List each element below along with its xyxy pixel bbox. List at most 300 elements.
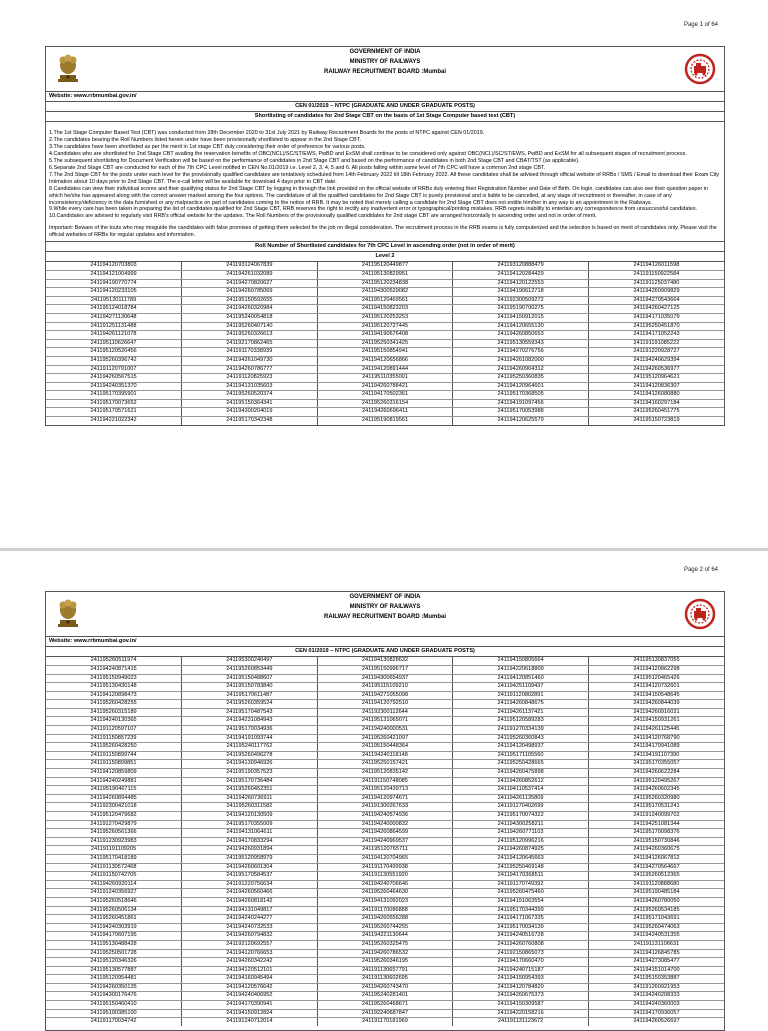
roll-number-cell: 241194260894485 xyxy=(46,794,182,803)
roll-number-cell: 241194240249881 xyxy=(46,777,182,786)
roll-number-cell: 241191170181969 xyxy=(317,1018,453,1026)
roll-number-cell: 241192300112644 xyxy=(317,708,453,717)
govt-title: GOVERNMENT OF INDIA xyxy=(349,594,421,600)
level-label: Level 2 xyxy=(46,252,724,262)
roll-number-cell: 241194273085477 xyxy=(588,958,724,967)
roll-number-cell: 241195120469561 xyxy=(317,296,453,305)
table-row xyxy=(46,374,724,383)
note-item: 10.Candidates are advised to regularly visit RRB's official website for the updates. The Roll Numbers of the provisionally qualified candidates for 2nd stage CBT are arranged horizontally in ascending order and not in order of merit. xyxy=(49,213,597,220)
roll-number-cell: 241194300176476 xyxy=(46,992,182,1001)
roll-number-cell: 241195120727445 xyxy=(317,322,453,331)
indian-railways-logo-icon xyxy=(684,598,716,630)
roll-number-cell: 241195120479682 xyxy=(46,812,182,821)
roll-number-cell: 241194260696411 xyxy=(317,408,453,417)
roll-number-cell: 241194150912015 xyxy=(453,313,589,322)
table-row xyxy=(46,751,724,760)
roll-number-cell: 241194240706646 xyxy=(317,880,453,889)
roll-number-cell: 241194260904312 xyxy=(453,365,589,374)
national-emblem-icon xyxy=(54,596,82,630)
roll-number-cell: 241195170073652 xyxy=(46,399,182,408)
roll-number-cell: 241195120495267 xyxy=(588,777,724,786)
roll-number-cell: 241194171067335 xyxy=(453,915,589,924)
table-row xyxy=(46,854,724,863)
roll-number-cell: 241194261032089 xyxy=(182,270,318,279)
document-header xyxy=(46,592,724,637)
roll-number-cell: 241194240871415 xyxy=(46,665,182,674)
table-row xyxy=(46,296,724,305)
roll-number-cell: 241195130577887 xyxy=(46,966,182,975)
roll-number-cell: 241195130430148 xyxy=(46,683,182,692)
roll-number-cell: 241194120576642 xyxy=(182,983,318,992)
shortlisting-title: Shortlisting of candidates for 2nd Stage CBT on the basis of 1st Stage Computer based test (CBT) xyxy=(46,112,724,122)
roll-number-cell: 241194130946926 xyxy=(182,760,318,769)
roll-number-cell: 241195260496278 xyxy=(182,751,318,760)
roll-number-cell: 241191191085222 xyxy=(588,339,724,348)
roll-number-cell: 241195190385100 xyxy=(46,1009,182,1018)
roll-number-cell: 241194191093744 xyxy=(182,734,318,743)
roll-number-cell: 241194131049817 xyxy=(182,906,318,915)
roll-number-cell: 241193124067839 xyxy=(182,262,318,270)
roll-number-cell: 241195260359524 xyxy=(182,700,318,709)
roll-number-cell: 241195170074322 xyxy=(453,812,589,821)
table-row xyxy=(46,863,724,872)
roll-number-cell: 241195250469148 xyxy=(453,863,589,872)
roll-number-cell: 241191120888680 xyxy=(588,880,724,889)
table-row xyxy=(46,803,724,812)
roll-number-cell: 241195120835142 xyxy=(317,769,453,778)
roll-number-cell: 241194131035603 xyxy=(182,382,318,391)
table-row xyxy=(46,717,724,726)
roll-number-cell: 241191251131488 xyxy=(46,322,182,331)
roll-number-cell: 241194240244277 xyxy=(182,915,318,924)
roll-number-table xyxy=(46,657,724,1026)
roll-number-cell: 241195170395901 xyxy=(46,391,182,400)
table-row xyxy=(46,743,724,752)
roll-number-cell: 241195170571621 xyxy=(46,408,182,417)
roll-number-cell: 241191120825923 xyxy=(182,374,318,383)
roll-number-cell: 241194120130509 xyxy=(182,812,318,821)
roll-number-cell: 241195260520374 xyxy=(182,391,318,400)
roll-number-cell: 241194231084943 xyxy=(182,717,318,726)
table-row xyxy=(46,820,724,829)
roll-number-cell: 241194260874925 xyxy=(453,846,589,855)
roll-number-cell: 241194240360003 xyxy=(588,1001,724,1010)
roll-number-cell: 241194120768790 xyxy=(588,734,724,743)
ministry-title: MINISTRY OF RAILWAYS xyxy=(349,604,421,610)
roll-number-cell: 241194261121078 xyxy=(46,331,182,340)
roll-number-cell: 241194151014700 xyxy=(588,966,724,975)
roll-number-cell: 241195130829951 xyxy=(317,270,453,279)
table-row xyxy=(46,391,724,400)
roll-number-cell: 241195120449877 xyxy=(317,262,453,270)
table-row xyxy=(46,262,724,270)
roll-number-cell: 241194120732601 xyxy=(588,683,724,692)
table-row xyxy=(46,872,724,881)
website-link[interactable]: Website: www.rrbmumbai.gov.in/ xyxy=(46,637,724,647)
roll-number-cell: 241195120439713 xyxy=(317,786,453,795)
roll-number-cell: 241194260601304 xyxy=(182,863,318,872)
roll-number-cell: 241191131123672 xyxy=(453,1018,589,1026)
table-row xyxy=(46,760,724,769)
roll-number-cell: 241191170034742 xyxy=(46,1018,182,1026)
roll-number-cell: 241191270334139 xyxy=(453,726,589,735)
roll-number-cell: 241194261082000 xyxy=(453,356,589,365)
roll-number-cell: 241194240351370 xyxy=(46,382,182,391)
roll-number-cell: 241191150742705 xyxy=(46,872,182,881)
roll-number-cell: 241194240516728 xyxy=(453,932,589,941)
roll-number-cell: 241195260474063 xyxy=(588,923,724,932)
roll-number-cell: 241195150996717 xyxy=(317,665,453,674)
table-row xyxy=(46,915,724,924)
roll-number-cell: 241192300421018 xyxy=(46,803,182,812)
note-item: 8.Candidates can view their individual scores and their qualifying status for 2nd Stage CBT by logging in through the link provided on the official website of RRBs duly entering their Registration Number and Date of Birth. On login, candidates can also see their question paper in which he/she has appeared along with the correct answer marked among the four options. The candidature of all the qualified candidates for 2nd Stage CBT is purely provisional and is liable to be cancelled, at any stage of recruitment or thereafter, in case of any inconsistency/deficiency in the data furnished or any malpractice on part of candidates coming to the notice of RRB. It may be noted that merely calling a candidate for 2nd Stage CBT does not entitle him/her in any way to an appointment in the Railways. xyxy=(49,185,709,206)
table-row xyxy=(46,786,724,795)
roll-number-cell: 241194120656866 xyxy=(317,356,453,365)
roll-number-cell: 241194160945494 xyxy=(182,975,318,984)
roll-number-cell: 241194260360675 xyxy=(588,846,724,855)
roll-number-cell: 241191270429879 xyxy=(46,820,182,829)
note-item: 6.Separate 2nd Stage CBT are conducted for each of the 7th CPC Level notified in CEN No.01/2019 i.e. Level 2, 3, 4, 5 and 6. All posts falling within same level of 7th CPC will have a common 2nd stage CBT. xyxy=(49,165,546,171)
roll-number-cell: 241194260794832 xyxy=(182,932,318,941)
roll-number-cell: 241195170098376 xyxy=(588,829,724,838)
note-item: 9.While every care has been taken in preparing the list of candidates qualified for 2nd Stage CBT, RRB reserves the right to rectify any inadvertent error or typographical/printing mistakes. RRB regrets inability to entertain any correspondence from unsuccessful candidates. xyxy=(49,206,698,213)
roll-number-cell: 241194270543664 xyxy=(588,296,724,305)
document-sheet xyxy=(45,46,725,426)
roll-number-cell: 241192240687847 xyxy=(317,1009,453,1018)
roll-number-cell: 241195120589283 xyxy=(453,717,589,726)
table-row xyxy=(46,829,724,838)
table-row xyxy=(46,846,724,855)
roll-number-cell: 241194260931894 xyxy=(182,846,318,855)
roll-number-cell: 241191150857239 xyxy=(46,734,182,743)
roll-number-cell: 241195260326613 xyxy=(182,331,318,340)
roll-number-cell: 241194150931261 xyxy=(588,717,724,726)
roll-number-cell: 241195124018784 xyxy=(46,305,182,314)
roll-number-cell: 241191220756634 xyxy=(182,880,318,889)
table-row xyxy=(46,288,724,297)
table-row xyxy=(46,923,724,932)
roll-number-cell: 241194120122553 xyxy=(453,279,589,288)
roll-number-cell: 241194126845785 xyxy=(588,949,724,958)
roll-number-cell: 241194240000832 xyxy=(317,820,453,829)
roll-number-cell: 241194150548645 xyxy=(588,691,724,700)
roll-number-cell: 241194260760808 xyxy=(453,940,589,949)
roll-number-cell: 241194260675373 xyxy=(453,992,589,1001)
roll-number-cell: 241192170862465 xyxy=(182,339,318,348)
roll-number-cell: 241195110355001 xyxy=(317,374,453,383)
roll-number-cell: 241195260468671 xyxy=(317,1001,453,1010)
table-row xyxy=(46,1009,724,1018)
roll-number-cell: 241194260864599 xyxy=(317,829,453,838)
roll-number-cell: 241195260320980 xyxy=(588,794,724,803)
table-row xyxy=(46,889,724,898)
roll-number-cell: 241194260909829 xyxy=(588,288,724,297)
roll-number-cell: 241195250428665 xyxy=(453,760,589,769)
roll-number-cell: 241194170390941 xyxy=(182,1001,318,1010)
table-row xyxy=(46,966,724,975)
roll-number-cell: 241194131064611 xyxy=(182,829,318,838)
roll-number-cell: 241191191109205 xyxy=(46,846,182,855)
roll-number-cell: 241195170584537 xyxy=(182,872,318,881)
document-sheet xyxy=(45,591,725,1031)
roll-number-cell: 241195131065071 xyxy=(317,717,453,726)
roll-number-cell: 241191170749392 xyxy=(453,880,589,889)
roll-number-cell: 241195260360843 xyxy=(453,734,589,743)
roll-number-cell: 241194170833294 xyxy=(182,837,318,846)
table-row xyxy=(46,356,724,365)
roll-number-cell: 241194260427125 xyxy=(588,305,724,314)
roll-number-cell: 241194260818142 xyxy=(182,897,318,906)
roll-number-cell: 241194221130644 xyxy=(317,932,453,941)
roll-number-cell: 241195120346326 xyxy=(46,958,182,967)
roll-number-cell: 241191150899744 xyxy=(46,751,182,760)
roll-number-cell: 241191240099702 xyxy=(588,812,724,821)
roll-number-cell: 241194170368511 xyxy=(453,872,589,881)
roll-number-cell: 241194260850653 xyxy=(453,331,589,340)
table-row xyxy=(46,365,724,374)
roll-number-cell: 241194260743470 xyxy=(317,983,453,992)
roll-number-cell: 241194260852612 xyxy=(453,777,589,786)
roll-number-cell: 241195170611487 xyxy=(182,691,318,700)
roll-number-cell: 241195150730846 xyxy=(588,837,724,846)
roll-number-cell: 241195260506134 xyxy=(46,906,182,915)
roll-number-cell: 241195170736484 xyxy=(182,777,318,786)
roll-number-cell: 241195170034139 xyxy=(453,923,589,932)
table-row xyxy=(46,708,724,717)
roll-number-cell: 241194120792510 xyxy=(317,700,453,709)
roll-number-cell: 241195130488428 xyxy=(46,940,182,949)
table-row xyxy=(46,700,724,709)
roll-number-cell: 241195190485184 xyxy=(588,889,724,898)
roll-number-cell: 241191300267633 xyxy=(317,803,453,812)
roll-number-cell: 241194260916031 xyxy=(588,708,724,717)
roll-number-cell: 241195260451775 xyxy=(588,408,724,417)
roll-number-cell: 241194130828632 xyxy=(317,657,453,665)
roll-number-cell: 241195150488607 xyxy=(182,674,318,683)
roll-number-cell: 241195120996216 xyxy=(453,837,589,846)
roll-number-cell: 241195110626647 xyxy=(46,339,182,348)
roll-number-cell: 241195260452351 xyxy=(182,786,318,795)
table-row xyxy=(46,322,724,331)
roll-number-cell: 241191170338939 xyxy=(182,348,318,357)
roll-number-cell: 241195170344399 xyxy=(453,906,589,915)
roll-number-cell: 241194260560466 xyxy=(182,889,318,898)
roll-number-cell: 241191170086888 xyxy=(317,906,453,915)
roll-number-cell: 241191150748085 xyxy=(317,777,453,786)
roll-number-cell: 241191120597107 xyxy=(46,726,182,735)
roll-number-cell: 241194171035079 xyxy=(588,313,724,322)
roll-number-cell: 241194150805664 xyxy=(453,657,589,665)
table-row xyxy=(46,691,724,700)
roll-number-cell: 241194121004999 xyxy=(46,270,182,279)
roll-number-cell: 241195120111789 xyxy=(46,296,182,305)
roll-number-cell: 241194260536977 xyxy=(588,365,724,374)
roll-number-cell: 241194240629394 xyxy=(588,356,724,365)
note-item: 7.The 2nd Stage CBT for the posts under each level for the provisionally qualified candidates are tentatively scheduled from 14th February 2022 till 18th February 2022. All these candidates shall be advised through official website of RRBs / SMS / Email to download their Exam City Intimation about 10 days prior to 2nd Stage CBT. The e-call letter will be available for download 4 days prior to CBT date. xyxy=(49,171,720,185)
roll-number-cell: 241195260512365 xyxy=(588,872,724,881)
roll-number-cell: 241194170607195 xyxy=(46,932,182,941)
website-link[interactable]: Website: www.rrbmumbai.gov.in/ xyxy=(46,92,724,102)
roll-number-cell: 241195130559343 xyxy=(453,339,589,348)
table-row xyxy=(46,331,724,340)
roll-number-cell: 241194120784820 xyxy=(453,983,589,992)
note-item: 5.The subsequent shortlisting for Document Verification will be based on the performance of candidates in 2nd Stage CBT and based on the performance of candidates in both 2nd Stage CBT and CBAT/TST (as applicable). xyxy=(49,158,580,165)
roll-number-cell: 241194261125445 xyxy=(588,726,724,735)
roll-number-cell: 241192300509272 xyxy=(453,296,589,305)
page-2 xyxy=(0,548,768,1027)
roll-number-cell: 241195150783840 xyxy=(182,683,318,692)
ministry-title: MINISTRY OF RAILWAYS xyxy=(349,59,421,65)
roll-number-cell: 241194120891444 xyxy=(317,365,453,374)
roll-number-cell: 241194120625579 xyxy=(453,417,589,425)
roll-number-cell: 241195150448364 xyxy=(317,743,453,752)
roll-number-cell: 241195250157421 xyxy=(317,760,453,769)
table-row xyxy=(46,940,724,949)
roll-number-cell: 241195120954481 xyxy=(46,975,182,984)
table-row xyxy=(46,949,724,958)
roll-number-cell: 241195260451861 xyxy=(46,915,182,924)
table-row xyxy=(46,880,724,889)
roll-number-cell: 241194120512101 xyxy=(182,966,318,975)
roll-number-cell: 241194260844039 xyxy=(588,700,724,709)
roll-number-cell: 241195260534185 xyxy=(588,906,724,915)
roll-number-cell: 241194260780050 xyxy=(588,897,724,906)
roll-number-cell: 241194120898473 xyxy=(46,691,182,700)
roll-number-cell: 241194300529082 xyxy=(317,288,453,297)
table-row xyxy=(46,975,724,984)
roll-number-cell: 241195150460410 xyxy=(46,1001,182,1010)
table-row xyxy=(46,382,724,391)
roll-number-cell: 241194260320984 xyxy=(182,305,318,314)
roll-number-cell: 241195150364341 xyxy=(182,399,318,408)
table-row xyxy=(46,897,724,906)
roll-number-cell: 241194120974671 xyxy=(317,794,453,803)
roll-number-cell: 241195120958979 xyxy=(182,854,318,863)
roll-number-cell: 241194260622284 xyxy=(588,769,724,778)
table-row xyxy=(46,812,724,821)
roll-number-cell: 241191170402699 xyxy=(453,803,589,812)
roll-number-cell: 241194120498937 xyxy=(453,743,589,752)
roll-number-cell: 241194120859809 xyxy=(46,769,182,778)
roll-number-cell: 241191130657791 xyxy=(317,966,453,975)
table-row xyxy=(46,683,724,692)
roll-number-cell: 241194190770774 xyxy=(46,279,182,288)
roll-number-cell: 241194120851460 xyxy=(453,674,589,683)
roll-list-title: Roll Number of Shortlisted candidates for 7th CPC Level in ascending order (not in order of merit) xyxy=(46,242,724,252)
roll-number-cell: 241194270564667 xyxy=(588,863,724,872)
roll-number-cell: 241194260350135 xyxy=(46,983,182,992)
roll-number-cell: 241194126011598 xyxy=(588,262,724,270)
roll-number-cell: 241194120862298 xyxy=(588,665,724,674)
table-row xyxy=(46,417,724,425)
roll-number-cell: 241195250451870 xyxy=(588,322,724,331)
roll-number-cell: 241195120520456 xyxy=(46,348,182,357)
roll-number-cell: 241191220928727 xyxy=(588,348,724,357)
roll-number-cell: 241191130602695 xyxy=(317,975,453,984)
note-item: 1.The 1st Stage Computer Based Test (CBT) was conducted from 28th December 2020 to 31st July 2021 by Railway Recruitment Boards for the posts of NTPC against CEN 01/2019. xyxy=(49,130,485,137)
roll-number-cell: 241191240712014 xyxy=(182,1018,318,1026)
page-number: Page 2 of 64 xyxy=(683,567,718,573)
roll-number-cell: 241195240117762 xyxy=(182,743,318,752)
roll-number-cell: 241195171105560 xyxy=(453,751,589,760)
roll-number-cell: 241194170502361 xyxy=(317,391,453,400)
roll-number-cell: 241194170936057 xyxy=(588,1009,724,1018)
roll-number-cell: 241194131092023 xyxy=(317,897,453,906)
roll-number-cell: 241195260511974 xyxy=(46,657,182,665)
roll-number-cell: 241195240054818 xyxy=(182,313,318,322)
roll-number-cell: 241194260786777 xyxy=(182,365,318,374)
roll-number-cell: 241195170034936 xyxy=(182,726,318,735)
roll-number-cell: 241194120233105 xyxy=(46,288,182,297)
roll-number-cell: 241194271130648 xyxy=(46,313,182,322)
roll-number-cell: 241194260920114 xyxy=(46,880,182,889)
roll-number-cell: 241195250341425 xyxy=(317,339,453,348)
roll-number-cell: 241195260316154 xyxy=(317,399,453,408)
table-row xyxy=(46,932,724,941)
roll-number-cell: 241194190612718 xyxy=(453,288,589,297)
roll-number-cell: 241194160297184 xyxy=(588,399,724,408)
roll-number-cell: 241194261049730 xyxy=(182,356,318,365)
roll-number-cell: 241194126080880 xyxy=(588,391,724,400)
roll-number-cell: 241195150723819 xyxy=(633,417,680,424)
roll-number-cell: 241194110537414 xyxy=(453,786,589,795)
roll-number-cell: 241195260744255 xyxy=(317,923,453,932)
roll-number-cell: 241195130837055 xyxy=(588,657,724,665)
roll-number-cell: 241191150899851 xyxy=(46,760,182,769)
roll-number-cell: 241194150912824 xyxy=(182,1009,318,1018)
table-row xyxy=(46,958,724,967)
table-row xyxy=(46,674,724,683)
table-row xyxy=(46,1018,724,1026)
roll-number-cell: 241195260853449 xyxy=(182,665,318,674)
roll-number-cell: 241195260475460 xyxy=(453,889,589,898)
roll-number-cell: 241194251109437 xyxy=(453,683,589,692)
table-row xyxy=(46,777,724,786)
roll-number-cell: 241195260561366 xyxy=(46,829,182,838)
table-row xyxy=(46,734,724,743)
roll-number-cell: 241194260785069 xyxy=(182,288,318,297)
roll-number-cell: 241194170660470 xyxy=(453,958,589,967)
roll-number-cell: 241195170342348 xyxy=(182,417,318,425)
roll-number-cell: 241191131106631 xyxy=(588,940,724,949)
roll-number-cell: 241195260421097 xyxy=(317,734,453,743)
indian-railways-logo-icon xyxy=(684,53,716,85)
board-title: RAILWAY RECRUITMENT BOARD :Mumbai xyxy=(323,69,446,75)
table-row xyxy=(46,657,724,665)
roll-number-cell: 241195150592655 xyxy=(182,296,318,305)
roll-number-cell: 241194120655130 xyxy=(453,322,589,331)
roll-number-cell: 241194300258211 xyxy=(453,820,589,829)
roll-number-cell: 241194240303919 xyxy=(46,923,182,932)
roll-number-cell: 241194170941089 xyxy=(588,743,724,752)
roll-number-cell: 241191150922584 xyxy=(588,270,724,279)
roll-number-cell: 241195260311582 xyxy=(182,803,318,812)
roll-number-cell: 241195170487543 xyxy=(182,708,318,717)
board-title: RAILWAY RECRUITMENT BOARD :Mumbai xyxy=(323,614,446,620)
roll-number-cell: 241195240281401 xyxy=(317,992,453,1001)
roll-number-table xyxy=(46,262,724,424)
roll-number-cell: 241195250360835 xyxy=(453,374,589,383)
roll-number-cell: 241195120253253 xyxy=(317,313,453,322)
table-row xyxy=(46,769,724,778)
roll-number-cell: 241194260556288 xyxy=(317,915,453,924)
roll-number-cell: 241195260464630 xyxy=(317,889,453,898)
roll-number-cell: 241194120766653 xyxy=(182,949,318,958)
roll-number-cell: 241194300654937 xyxy=(317,674,453,683)
roll-number-cell: 241194151063554 xyxy=(453,897,589,906)
roll-number-cell: 241195260428250 xyxy=(46,743,182,752)
table-row xyxy=(46,906,724,915)
